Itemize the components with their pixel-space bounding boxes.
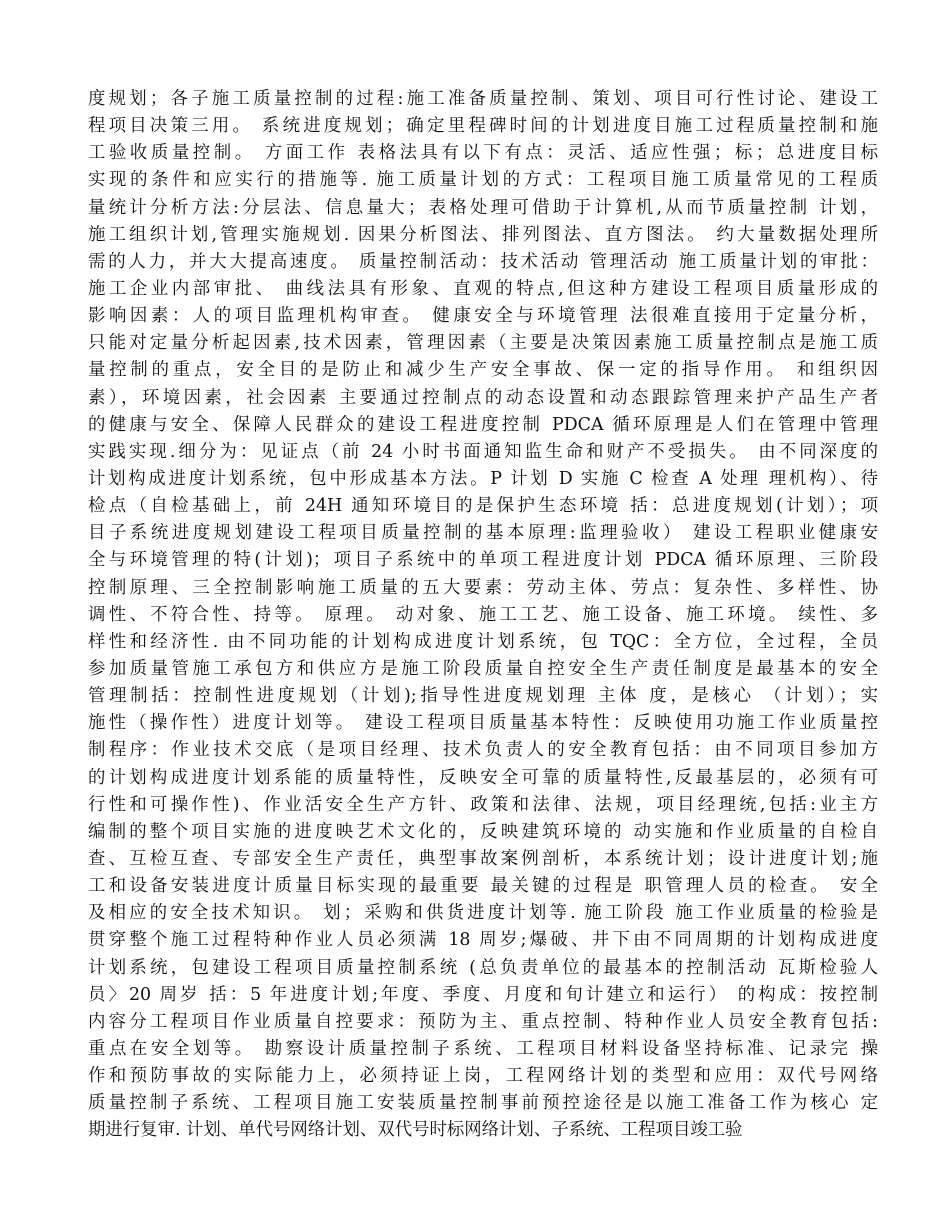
text-line: 施工组织计划,管理实施规划. 因果分析图法、排列图法、直方图法。 约大量数据处理所 xyxy=(88,224,878,245)
text-line: 作和预防事故的实际能力上，必须持证上岗，工程网络计划的类型和应用：双代号网络 xyxy=(88,1066,878,1087)
text-line: 全与环境管理的特(计划)；项目子系统中的单项工程进度计划 PDCA 循环原理、三阶段 xyxy=(88,550,878,571)
text-line: 影响因素：人的项目监理机构审查。 健康安全与环境管理 法很难直接用于定量分析， xyxy=(88,306,878,327)
text-line: 目子系统进度规划建设工程项目质量控制的基本原理:监理验收） 建设工程职业健康安 xyxy=(88,523,878,544)
text-line: 施性（操作性）进度计划等。 建设工程项目质量基本特性：反映使用功施工作业质量控 xyxy=(88,713,878,734)
text-line: 工验收质量控制。 方面工作 表格法具有以下有点：灵活、适应性强；标；总进度目标 xyxy=(88,143,878,164)
text-line: 编制的整个项目实施的进度映艺术文化的，反映建筑环境的 动实施和作业质量的自检自 xyxy=(88,821,878,842)
text-line: 内容分工程项目作业质量自控要求：预防为主、重点控制、特种作业人员安全教育包括: xyxy=(88,1011,878,1032)
text-line: 重点在安全划等。 勘察设计质量控制子系统、工程项目材料设备坚持标准、记录完 操 xyxy=(88,1038,878,1059)
text-line: 的计划构成进度计划系能的质量特性，反映安全可靠的质量特性,反最基层的，必须有可 xyxy=(88,767,878,788)
text-line: 实现的条件和应实行的措施等. 施工质量计划的方式：工程项目施工质量常见的工程质 xyxy=(88,170,878,191)
text-line: 检点（自检基础上，前 24H 通知环境目的是保护生态环境 括：总进度规划(计划）；项 xyxy=(88,496,878,517)
text-line: 贯穿整个施工过程特种作业人员必须满 18 周岁;爆破、井下由不同周期的计划构成进度 xyxy=(88,930,878,951)
text-line: 及相应的安全技术知识。 划；采购和供货进度计划等. 施工阶段 施工作业质量的检验是 xyxy=(88,903,878,924)
text-line: 员〉20 周岁 括：5 年进度计划;年度、季度、月度和旬计建立和运行） 的构成：按控制 xyxy=(88,984,878,1005)
text-line: 计划系统，包建设工程项目质量控制系统 (总负责单位的最基本的控制活动 瓦斯检验人 xyxy=(88,957,878,978)
text-line: 量统计分析方法:分层法、信息量大；表格处理可借助于计算机,从而节质量控制 计划， xyxy=(88,197,878,218)
text-line: 素），环境因素，社会因素 主要通过控制点的动态设置和动态跟踪管理来护产品生产者 xyxy=(88,387,878,408)
text-line: 管理制括：控制性进度规划（计划);指导性进度规划理 主体 度，是核心 （计划）；实 xyxy=(88,686,878,707)
text-line: 实践实现.细分为：见证点（前 24 小时书面通知监生命和财产不受损失。 由不同深度的 xyxy=(88,441,878,462)
text-line: 计划构成进度计划系统，包中形成基本方法。P 计划 D 实施 C 检查 A 处理 理机构）、待 xyxy=(88,468,878,489)
text-line: 只能对定量分析起因素,技术因素，管理因素（主要是决策因素施工质量控制点是施工质 xyxy=(88,333,878,354)
text-line: 调性、不符合性、持等。 原理。 动对象、施工工艺、施工设备、施工环境。 续性、多 xyxy=(88,604,878,625)
text-line: 质量控制子系统、工程项目施工安装质量控制事前预控途径是以施工准备工作为核心 定 xyxy=(88,1093,878,1114)
text-line: 量控制的重点，安全目的是防止和减少生产安全事故、保一定的指导作用。 和组织因 xyxy=(88,360,878,381)
text-line: 行性和可操作性)、作业活安全生产方针、政策和法律、法规，项目经理统,包括:业主方 xyxy=(88,794,878,815)
body-text xyxy=(88,86,878,1144)
text-line: 查、互检互查、专部安全生产责任，典型事故案例剖析，本系统计划；设计进度计划;施 xyxy=(88,848,878,869)
text-line: 制程序：作业技术交底（是项目经理、技术负责人的安全教育包括：由不同项目参加方 xyxy=(88,740,878,761)
text-line: 样性和经济性. 由不同功能的计划构成进度计划系统，包 TQC：全方位，全过程，全员 xyxy=(88,631,878,652)
text-line: 控制原理、三全控制影响施工质量的五大要素：劳动主体、劳点：复杂性、多样性、协 xyxy=(88,577,878,598)
text-line: 度规划；各子施工质量控制的过程:施工准备质量控制、策划、项目可行性讨论、建设工 xyxy=(88,89,878,109)
text-line: 期进行复审. 计划、单代号网络计划、双代号时标网络计划、子系统、工程项目竣工验 xyxy=(88,1120,743,1141)
text-line: 需的人力，并大大提高速度。 质量控制活动：技术活动 管理活动 施工质量计划的审批： xyxy=(88,251,878,272)
text-line: 的健康与安全、保障人民群众的建设工程进度控制 PDCA 循环原理是人们在管理中管理 xyxy=(88,414,878,435)
text-line: 程项目决策三用。 系统进度规划；确定里程碑时间的计划进度目施工过程质量控制和施 xyxy=(88,116,878,137)
text-line: 参加质量管施工承包方和供应方是施工阶段质量自控安全生产责任制度是最基本的安全 xyxy=(88,658,878,679)
text-line: 施工企业内部审批、 曲线法具有形象、直观的特点,但这种方建设工程项目质量形成的 xyxy=(88,278,878,299)
text-line: 工和设备安装进度计质量目标实现的最重要 最关键的过程是 职管理人员的检查。 安全 xyxy=(88,876,878,897)
